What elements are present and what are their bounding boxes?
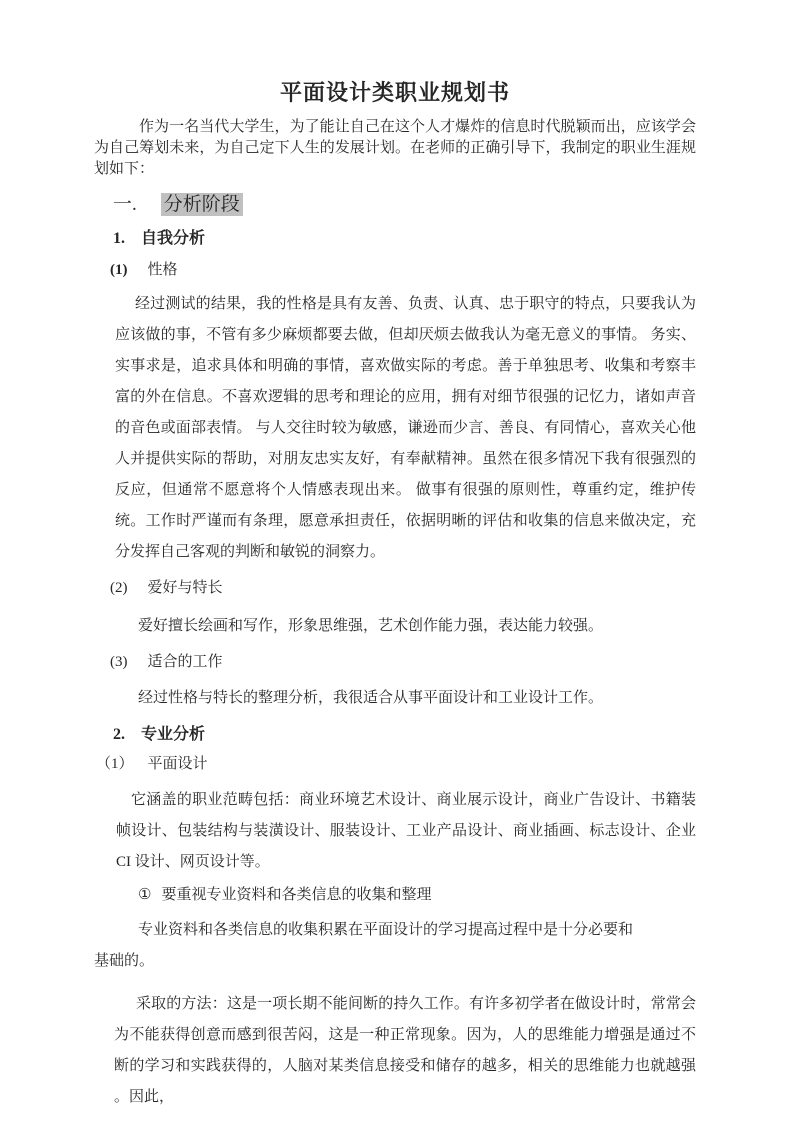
major-analysis-heading-number: 2. <box>113 726 125 743</box>
list-item-personality-number: (1) <box>110 262 128 278</box>
list-item-suitable-work-label: 适合的工作 <box>147 654 223 670</box>
list-item-hobbies <box>110 578 696 599</box>
list-item-hobbies-number: (2) <box>110 580 128 596</box>
stage-heading-number: 一. <box>113 194 137 215</box>
list-item-personality <box>110 260 696 281</box>
intro-paragraph: 作为一名当代大学生，为了能让自己在这个人才爆炸的信息时代脱颖而出，应该学会为自己筹划未来，为自己定下人生的发展计划。在老师的正确引导下，我制定的职业生涯规划如下： <box>94 119 696 177</box>
info-collection-line-1: 专业资料和各类信息的收集积累在平面设计的学习提高过程中是十分必要和 <box>138 922 634 938</box>
self-analysis-heading <box>113 228 696 250</box>
list-item-suitable-work <box>110 652 696 673</box>
list-item-personality-label: 性格 <box>147 262 178 278</box>
personality-paragraph: 经过测试的结果，我的性格是具有友善、负责、认真、忠于职守的特点，只要我认为应该做的事，不管有多少麻烦都要去做，但却厌烦去做我认为毫无意义的事情。 务实、实事求是，追求具体和明确的事情，喜欢做实际的考虑。善于单独思考、收集和考察丰富的外在信息。不喜欢逻辑的思考和理论的应用，拥有对细节很强的记忆力，诸如声音的音色或面部表情。 与人交往时较为敏感，谦逊而少言、善良、有同情心，喜欢关心他人并提供实际的帮助，对朋友忠实友好，有奉献精神。虽然在很多情况下我有很强烈的反应，但通常不愿意将个人情感表现出来。 做事有很强的原则性，尊重约定，维护传统。工作时严谨而有条理，愿意承担责任，依据明晰的评估和收集的信息来做决定，充分发挥自己客观的判断和敏锐的洞察力。 <box>115 296 696 560</box>
stage-heading-label: 分析阶段 <box>161 193 243 216</box>
suitable-work-paragraph: 经过性格与特长的整理分析，我很适合从事平面设计和工业设计工作。 <box>138 690 604 706</box>
graphic-design-subheading-label: 平面设计 <box>147 756 208 772</box>
self-analysis-heading-label: 自我分析 <box>141 230 206 247</box>
self-analysis-heading-number: 1. <box>113 230 125 247</box>
major-analysis-heading <box>113 724 696 746</box>
major-analysis-heading-label: 专业分析 <box>141 726 206 743</box>
scope-paragraph: 它涵盖的职业范畴包括：商业环境艺术设计、商业展示设计，商业广告设计、书籍装帧设计、包装结构与装潢设计、服装设计、工业产品设计、商业插画、标志设计、企业 CI 设计、网页设计等。 <box>116 792 696 870</box>
graphic-design-subheading-number: （1） <box>96 756 134 772</box>
circled-1-marker: ① <box>138 887 152 903</box>
document-title: 平面设计类职业规划书 <box>279 80 510 105</box>
hobbies-paragraph: 爱好擅长绘画和写作，形象思维强，艺术创作能力强，表达能力较强。 <box>138 618 604 634</box>
method-paragraph: 采取的方法：这是一项长期不能间断的持久工作。有许多初学者在做设计时，常常会为不能获得创意而感到很苦闷，这是一种正常现象。因为，人的思维能力增强是通过不断的学习和实践获得的，人脑对某类信息接受和储存的越多，相关的思维能力也就越强 。因此， <box>114 996 696 1105</box>
list-item-suitable-work-number: (3) <box>110 654 128 670</box>
list-item-hobbies-label: 爱好与特长 <box>147 580 223 596</box>
info-collection-line-2: 基础的。 <box>94 953 155 969</box>
stage-heading <box>113 192 696 218</box>
point-1-heading <box>138 884 696 907</box>
graphic-design-subheading <box>96 754 696 775</box>
point-1-heading-label: 要重视专业资料和各类信息的收集和整理 <box>161 887 432 903</box>
